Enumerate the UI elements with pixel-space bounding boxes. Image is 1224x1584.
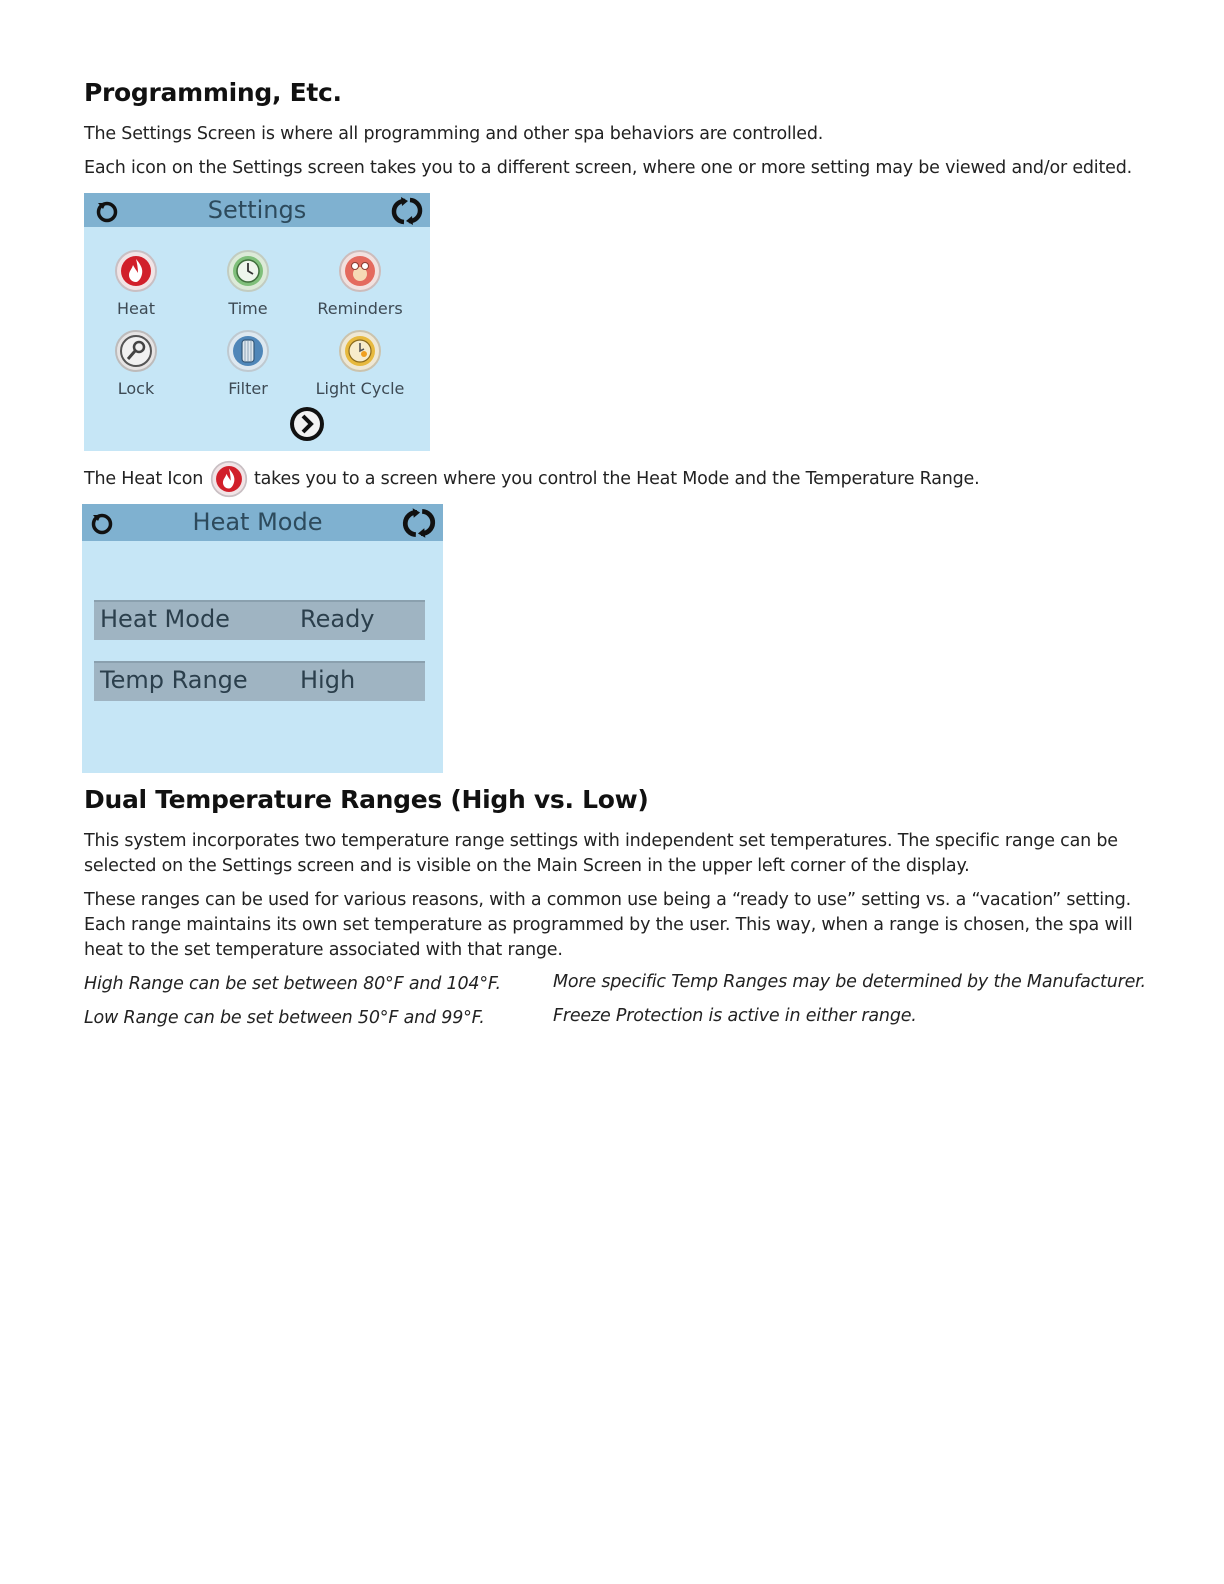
heat-mode-row[interactable] [94, 600, 425, 640]
icon-paragraph: Each icon on the Settings screen takes you to a different screen, where one or more setting may be viewed and/or edited. [84, 158, 1132, 178]
settings-screen [84, 193, 430, 451]
settings-item-label: Time [228, 299, 268, 318]
row-value: Ready [300, 605, 375, 633]
settings-item-reminders[interactable] [305, 249, 415, 318]
settings-header [84, 193, 430, 227]
heat-mode-header [82, 504, 443, 541]
settings-item-filter[interactable] [193, 329, 303, 398]
section-title-programming: Programming, Etc. [84, 78, 342, 107]
filter-icon [226, 329, 270, 373]
reminders-icon [338, 249, 382, 293]
heat-icon-line [84, 460, 1184, 500]
heat-mode-title: Heat Mode [192, 508, 323, 536]
freeze-protection-note: Freeze Protection is active in either range. [553, 1006, 917, 1026]
section-title-dual-temp: Dual Temperature Ranges (High vs. Low) [84, 785, 649, 814]
row-label: Temp Range [100, 666, 248, 694]
heat-line-before: The Heat Icon [84, 469, 204, 489]
refresh-icon[interactable] [400, 507, 438, 539]
settings-item-label: Filter [228, 379, 268, 398]
flame-icon [210, 460, 248, 498]
key-icon [114, 329, 158, 373]
dual-temp-paragraph-2: These ranges can be used for various reasons, with a common use being a “ready to use” setting vs. a “vacation” setting. Each range maintains its own set temperature as programmed by the user. This way, when a range is chosen, the spa will heat to the set temperature associated with that range. [84, 890, 1133, 960]
light-cycle-icon [338, 329, 382, 373]
settings-item-lock[interactable] [84, 329, 191, 398]
settings-item-label: Reminders [317, 299, 403, 318]
row-label: Heat Mode [100, 605, 230, 633]
settings-item-time[interactable] [193, 249, 303, 318]
settings-item-label: Lock [117, 379, 155, 398]
chevron-right-icon[interactable] [288, 405, 326, 443]
dual-temp-paragraph-1: This system incorporates two temperature range settings with independent set temperatures. The specific range can be selected on the Settings screen and is visible on the Main Screen in the upper left corner of the display. [84, 831, 1118, 876]
flame-icon [114, 249, 158, 293]
settings-item-label: Light Cycle [315, 379, 405, 398]
high-range-note: High Range can be set between 80°F and 104°F. [84, 974, 501, 994]
settings-item-light-cycle[interactable] [305, 329, 415, 398]
settings-title: Settings [207, 196, 307, 224]
heat-line-after: takes you to a screen where you control the Heat Mode and the Temperature Range. [254, 469, 980, 489]
temp-range-row[interactable] [94, 661, 425, 701]
clock-icon [226, 249, 270, 293]
intro-paragraph: The Settings Screen is where all programming and other spa behaviors are controlled. [84, 124, 824, 144]
manufacturer-note: More specific Temp Ranges may be determined by the Manufacturer. [553, 972, 1146, 992]
low-range-note: Low Range can be set between 50°F and 99°F. [84, 1008, 485, 1028]
settings-item-label: Heat [117, 299, 155, 318]
settings-item-heat[interactable] [84, 249, 191, 318]
refresh-icon[interactable] [389, 196, 425, 226]
row-value: High [300, 666, 356, 694]
heat-mode-screen [82, 504, 443, 773]
